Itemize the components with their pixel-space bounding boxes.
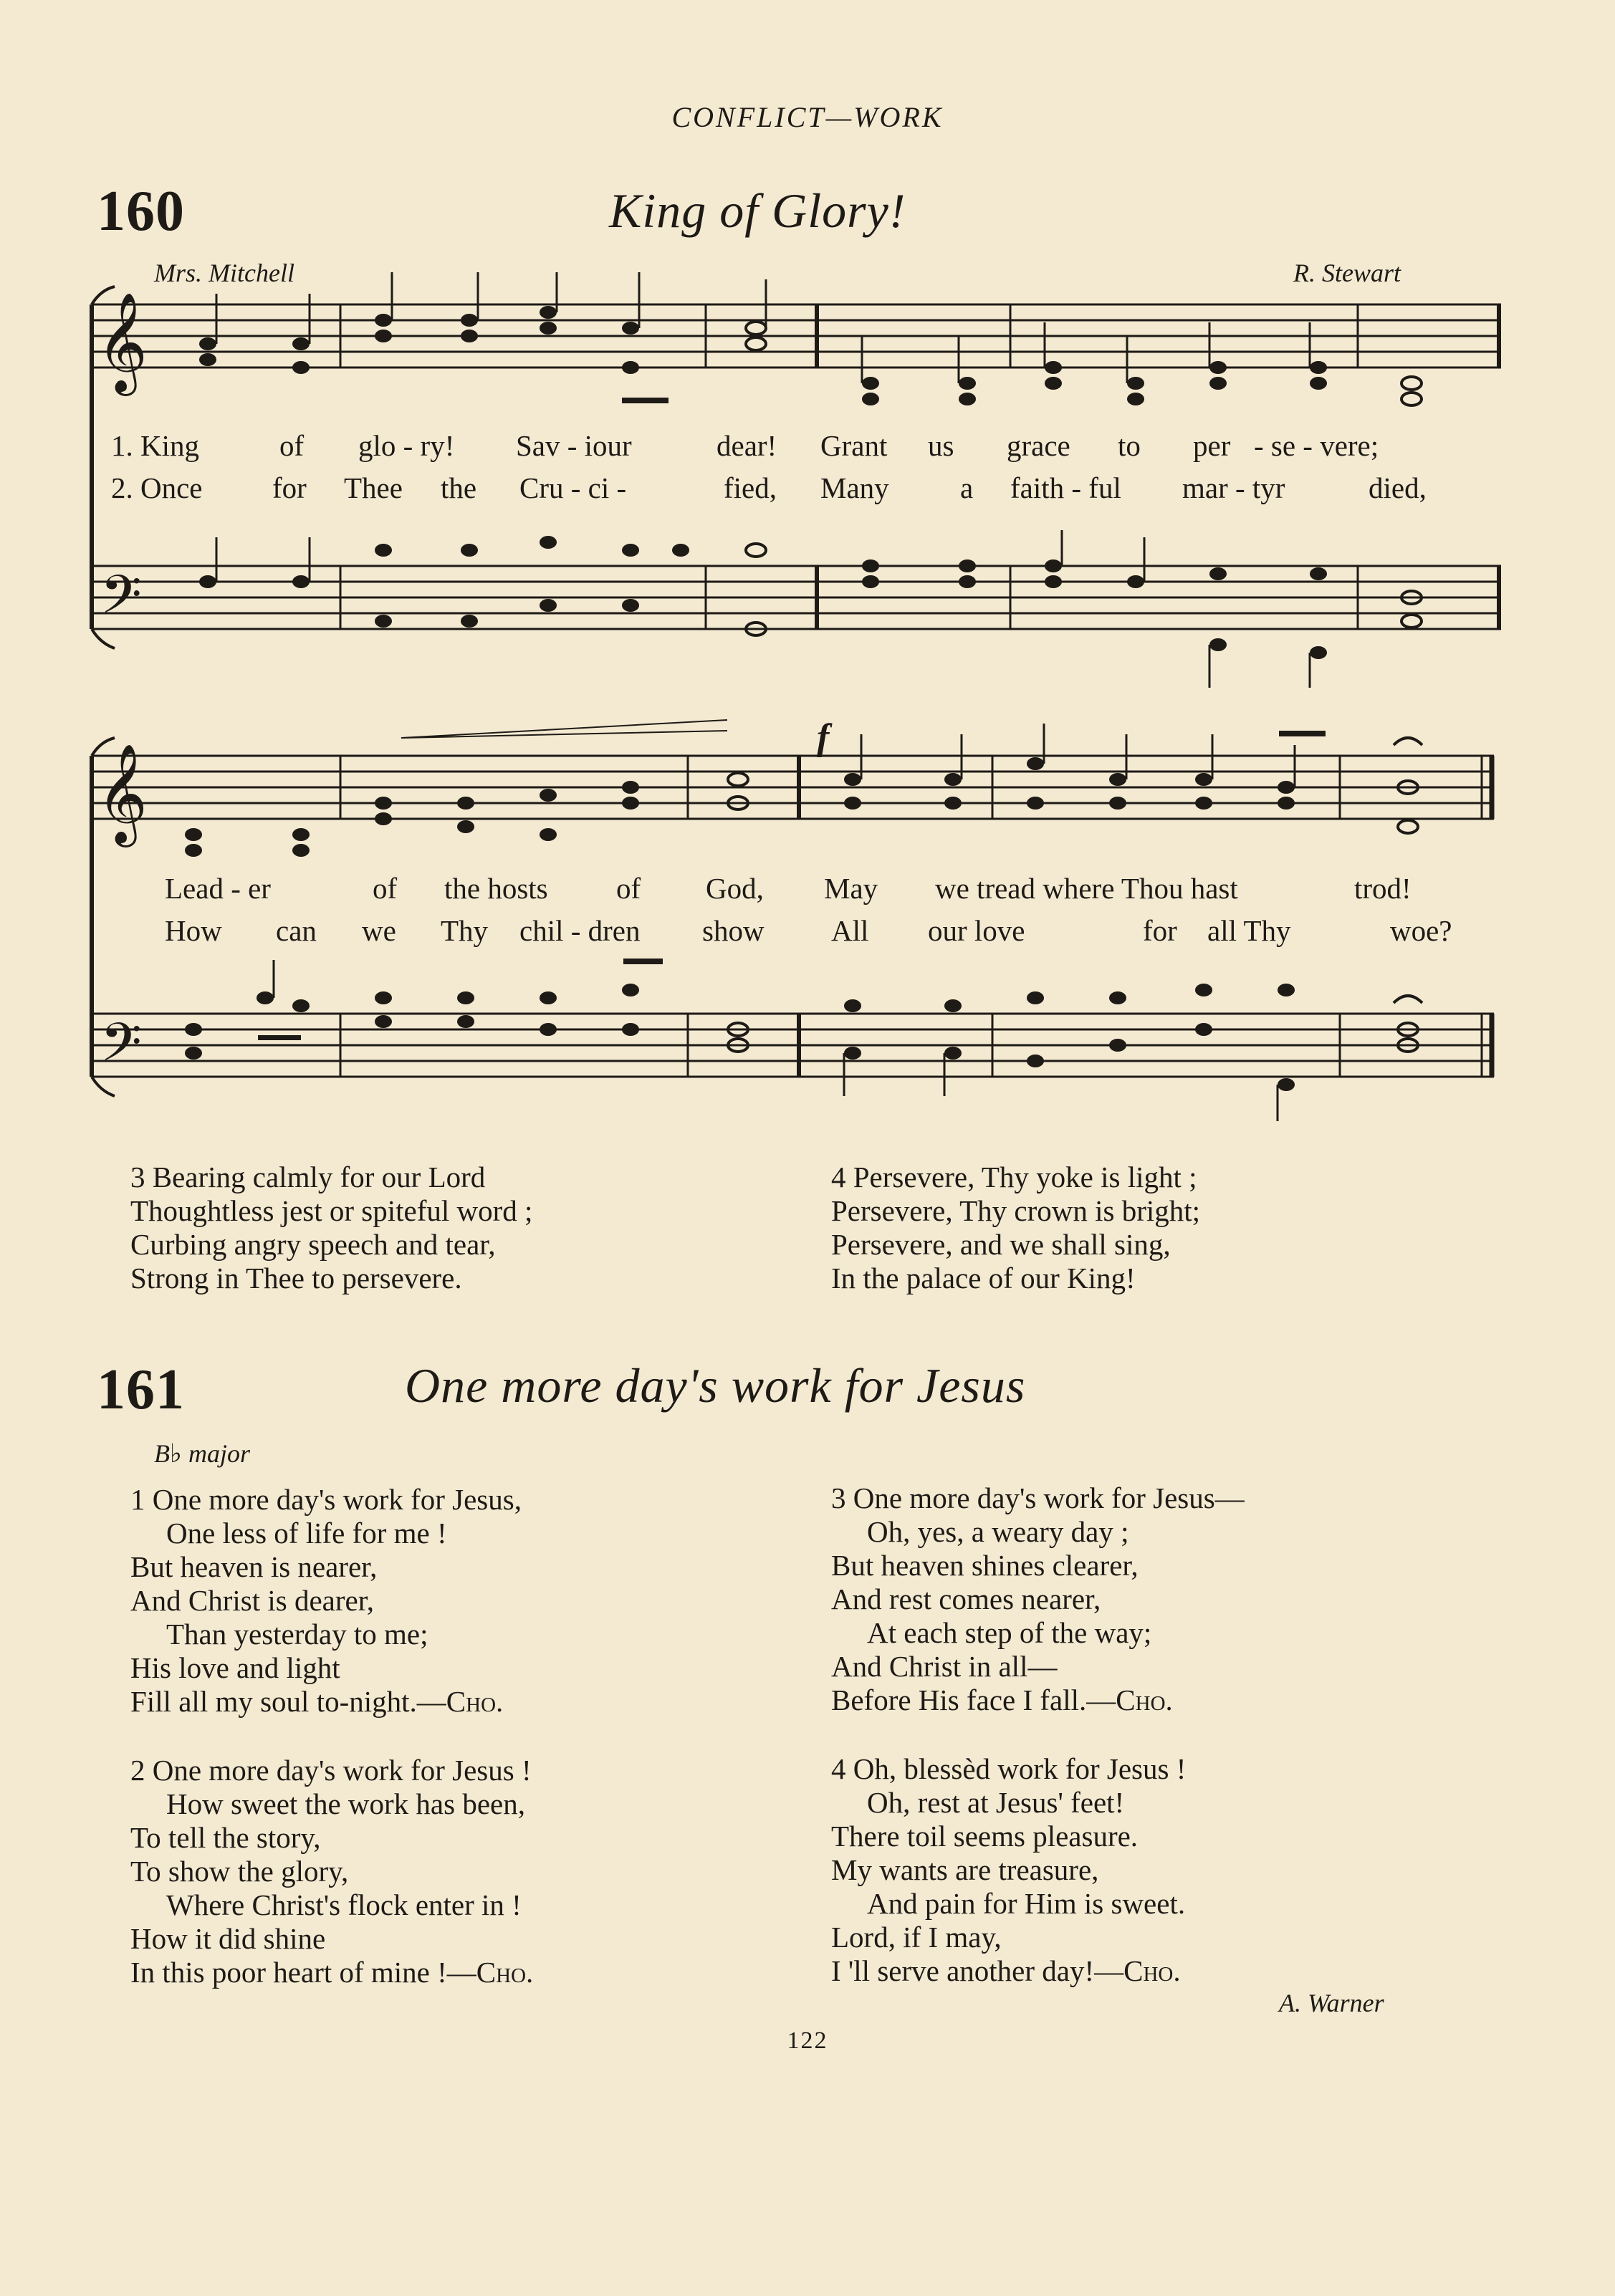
- verse-line: There toil seems pleasure.: [831, 1820, 1139, 1853]
- note-heads: [185, 306, 1422, 1091]
- lyric-word: can: [276, 914, 317, 947]
- verse-text: I 'll serve another day!—: [831, 1954, 1124, 1987]
- lyric-word: woe?: [1390, 914, 1452, 947]
- verse-line: Lord, if I may,: [831, 1921, 1002, 1954]
- verse-line: And pain for Him is sweet.: [867, 1887, 1186, 1920]
- beam: [258, 1035, 301, 1040]
- lyric-word: Thee: [344, 471, 403, 504]
- page-number: 122: [787, 2027, 828, 2054]
- verse-line: [130, 1685, 522, 1719]
- verse-line: At each step of the way;: [867, 1616, 1152, 1649]
- verse-line: Strong in Thee to persevere.: [130, 1262, 462, 1294]
- verse-line: Thoughtless jest or spiteful word ;: [130, 1194, 533, 1227]
- lyric-word: Sav - iour: [516, 429, 632, 462]
- bass-clef-icon: 𝄢: [100, 1012, 142, 1087]
- lyric-word: Lead - er: [165, 872, 271, 905]
- verse-line: [831, 1954, 1186, 1988]
- verse-line: In the palace of our King!: [831, 1262, 1136, 1294]
- running-header: CONFLICT—WORK: [671, 101, 944, 133]
- lyric-word: Cru - ci -: [519, 471, 627, 504]
- lyric-word: All: [831, 914, 869, 947]
- verse-line: But heaven shines clearer,: [831, 1549, 1139, 1582]
- lyric-word: Grant: [820, 429, 888, 462]
- treble-clef-icon: 𝄞: [97, 292, 148, 392]
- lyric-word: we tread where Thou hast: [935, 872, 1238, 905]
- hymn-160-verse-4: [831, 1161, 1200, 1295]
- chorus-abbrev: Cho.: [1116, 1683, 1173, 1716]
- lyric-word: glo - ry!: [358, 429, 455, 462]
- lyric-word: trod!: [1354, 872, 1412, 905]
- beam: [1279, 731, 1326, 736]
- lyric-word: to: [1118, 429, 1141, 462]
- lyric-word: Many: [820, 471, 889, 504]
- lyric-word: of: [616, 872, 641, 905]
- hymn-160-verse-3: [130, 1161, 532, 1295]
- hymn-161-verse-2: [130, 1754, 533, 1989]
- lyric-word: fied,: [724, 471, 777, 504]
- lyric-word: mar - tyr: [1182, 471, 1285, 504]
- lyric-word: Thy: [441, 914, 489, 947]
- lyric-word: show: [702, 914, 765, 947]
- verse-line: [130, 1956, 533, 1989]
- lyric-word: we: [362, 914, 396, 947]
- verse-line: How it did shine: [130, 1922, 326, 1955]
- hymn-160-title: King of Glory!: [609, 183, 906, 238]
- lyric-word: for: [1143, 914, 1177, 947]
- hymn-161-verse-4: [831, 1752, 1186, 1988]
- verse-line: Than yesterday to me;: [166, 1618, 428, 1651]
- music-notation: [0, 0, 1615, 1146]
- verse-line: And Christ in all—: [831, 1650, 1058, 1683]
- hymn-161-attribution: A. Warner: [1279, 1989, 1384, 2017]
- hymn-160-composer: R. Stewart: [1293, 259, 1401, 287]
- chorus-abbrev: Cho.: [1123, 1954, 1181, 1987]
- hymn-161-verse-3: [831, 1481, 1245, 1717]
- verse-line: 3 Bearing calmly for our Lord: [130, 1161, 486, 1193]
- chorus-abbrev: Cho.: [476, 1956, 534, 1989]
- verse-line: My wants are treasure,: [831, 1853, 1099, 1886]
- verse-line: 1 One more day's work for Jesus,: [130, 1483, 522, 1516]
- system1-treble-staff: [93, 304, 1501, 368]
- verse-line: His love and light: [130, 1651, 340, 1684]
- lyric-word: of: [373, 872, 398, 905]
- chorus-abbrev: Cho.: [446, 1685, 504, 1718]
- hymn-161-number: 161: [97, 1358, 185, 1421]
- fermata-icon: [1394, 738, 1422, 745]
- lyric-word: chil - dren: [519, 914, 641, 947]
- verse-text: Before His face I fall.—: [831, 1683, 1116, 1716]
- verse-line: Where Christ's flock enter in !: [166, 1888, 522, 1921]
- verse-line: To tell the story,: [130, 1821, 321, 1854]
- bass-clef-icon: 𝄢: [100, 564, 142, 639]
- verse-line: How sweet the work has been,: [166, 1787, 525, 1820]
- system1-barlines: [340, 304, 1499, 629]
- lyric-word: of: [279, 429, 305, 462]
- lyric-word: the hosts: [444, 872, 548, 905]
- verse-line: Oh, rest at Jesus' feet!: [867, 1786, 1125, 1819]
- lyric-word: the: [441, 471, 477, 504]
- treble-clef-icon: 𝄞: [97, 744, 148, 843]
- lyric-word: May: [824, 872, 878, 905]
- dynamic-forte: f: [817, 717, 830, 758]
- lyric-word: How: [165, 914, 222, 947]
- verse-line: Persevere, Thy crown is bright;: [831, 1194, 1201, 1227]
- verse-line: To show the glory,: [130, 1855, 349, 1888]
- lyric-word: faith - ful: [1010, 471, 1121, 504]
- lyric-word: dear!: [717, 429, 777, 462]
- verse-line: Persevere, and we shall sing,: [831, 1228, 1171, 1261]
- verse-line: Curbing angry speech and tear,: [130, 1228, 496, 1261]
- lyric-word: 1. King: [111, 429, 199, 462]
- verse-line: 4 Oh, blessèd work for Jesus !: [831, 1752, 1187, 1785]
- lyric-word: a: [960, 471, 974, 504]
- verse-line: 2 One more day's work for Jesus !: [130, 1754, 532, 1787]
- verse-line: And rest comes nearer,: [831, 1582, 1101, 1615]
- lyric-word: grace: [1007, 429, 1070, 462]
- lyric-word: for: [272, 471, 307, 504]
- lyric-word: - se - vere;: [1254, 429, 1379, 462]
- verse-line: Oh, yes, a weary day ;: [867, 1515, 1129, 1548]
- system1-bass-staff: [93, 566, 1501, 629]
- lyric-word: us: [928, 429, 954, 462]
- lyric-word: all Thy: [1207, 914, 1291, 947]
- lyric-word: our love: [928, 914, 1025, 947]
- lyric-word: God,: [706, 872, 764, 905]
- hymn-161-key: B♭ major: [154, 1439, 250, 1468]
- beam: [622, 398, 668, 403]
- verse-line: [831, 1683, 1245, 1717]
- hymn-161-title: One more day's work for Jesus: [405, 1358, 1026, 1413]
- verse-line: But heaven is nearer,: [130, 1550, 378, 1583]
- lyric-word: died,: [1369, 471, 1427, 504]
- verse-line: And Christ is dearer,: [130, 1584, 374, 1617]
- verse-text: In this poor heart of mine !—: [130, 1956, 476, 1989]
- verse-line: One less of life for me !: [166, 1517, 447, 1550]
- lyric-word: 2. Once: [111, 471, 203, 504]
- lyric-word: per: [1193, 429, 1231, 462]
- hymn-160-number: 160: [97, 180, 185, 243]
- hymn-160-author: Mrs. Mitchell: [154, 259, 294, 287]
- beam: [623, 959, 663, 964]
- verse-line: 3 One more day's work for Jesus—: [831, 1481, 1245, 1514]
- verse-text: Fill all my soul to-night.—: [130, 1685, 446, 1718]
- verse-line: 4 Persevere, Thy yoke is light ;: [831, 1161, 1197, 1193]
- fermata-icon: [1394, 996, 1422, 1003]
- system2-bass-staff: [93, 1014, 1494, 1077]
- hymn-161-verse-1: [130, 1483, 522, 1719]
